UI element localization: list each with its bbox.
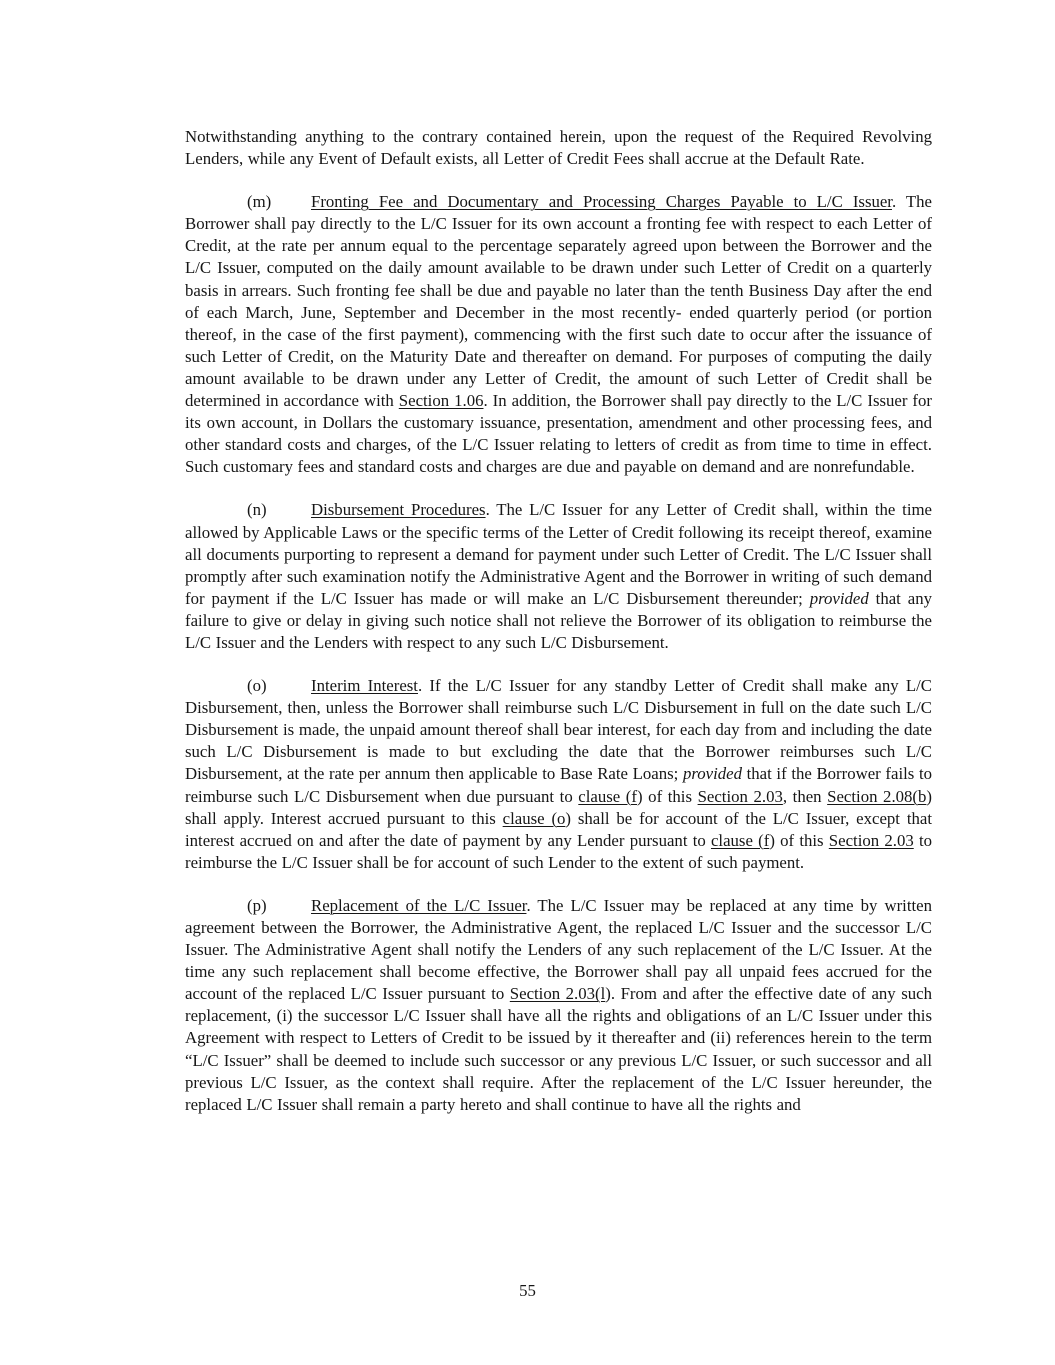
paragraph-m (185, 191, 932, 478)
underlined-text: Interim Interest (311, 676, 418, 696)
paragraph-text (185, 127, 932, 168)
text-run: that any failure to give or delay in giving such notice shall not relieve the Borrower of its obligation to reimburse the L/C Issuer and the Lenders with respect to any such L/C Disbursement. (185, 588, 932, 652)
italic-text: provided (682, 764, 742, 784)
text-run: ) shall be for account of the L/C Issuer, except that interest accrued on and after the date of payment by any Lender pursuant to (185, 808, 932, 850)
text-run: . In addition, the Borrower shall pay directly to the L/C Issuer for its own account, in Dollars the customary issuance, presentation, amendment and other processing fees, and other standard costs and charges, of the L/C Issuer relating to letters of credit as from time to time in effect. Such customary fees and standard costs and charges are due and payable on demand and are nonrefundable. (185, 391, 932, 477)
underlined-text: Section 1.06 (398, 391, 484, 411)
underlined-text: Section 2.08(b (827, 786, 927, 806)
paragraph-n (185, 499, 932, 654)
underlined-text: Replacement of the L/C Issuer (311, 895, 527, 915)
text-run: Notwithstanding anything to the contrary contained herein, upon the request of the Required Revolving Lenders, while any Event of Default exists, all Letter of Credit Fees shall accrue at the Default Rate. (185, 127, 932, 169)
text-run: ) shall apply. Interest accrued pursuant to this (185, 786, 933, 828)
paragraph-label: (m) (247, 192, 272, 212)
text-run: ). From and after the effective date of any such replacement, (i) the successor L/C Issuer shall have all the rights and obligations of an L/C Issuer under this Agreement with respect to Letters of Credit to be issued by it thereafter and (ii) references herein to the term “L/C Issuer” shall be deemed to include such successor or any previous L/C Issuer, or such successor and all previous L/C Issuer, as the context shall require. After the replacement of the L/C Issuer hereunder, the replaced L/C Issuer shall remain a party hereto and shall continue to have all the rights and (185, 984, 932, 1114)
paragraph-text (185, 500, 932, 652)
paragraph-text (185, 192, 932, 476)
text-run: . If the L/C Issuer for any standby Letter of Credit shall make any L/C Disbursement, then, unless the Borrower shall reimburse such L/C Disbursement in full on the date such L/C Disbursement is made, the unpaid amount thereof shall bear interest, for each day from and including the date such L/C Disbursement is made to but excluding the date that the Borrower reimburses such L/C Disbursement, at the rate per annum then applicable to Base Rate Loans; (185, 676, 932, 784)
text-run: , then (782, 786, 828, 806)
text-run: . The Borrower shall pay directly to the L/C Issuer for its own account a fronting fee with respect to each Letter of Credit, at the rate per annum equal to the percentage separately agreed upon between the Borrower and the L/C Issuer, computed on the daily amount available to be drawn under such Letter of Credit on a quarterly basis in arrears. Such fronting fee shall be due and payable no later than the tenth Business Day after the end of each March, June, September and December in the most recently- ended quarterly period (or portion thereof, in the case of the first payment), commencing with the first such date to occur after the issuance of such Letter of Credit, on the Maturity Date and thereafter on demand. For purposes of computing the daily amount available to be drawn under any Letter of Credit, the amount of such Letter of Credit shall be determined in accordance with (185, 192, 932, 411)
underlined-text: Section 2.03 (828, 830, 914, 850)
paragraph-label: (o) (247, 676, 267, 696)
paragraph-o (185, 675, 932, 874)
page-content (185, 126, 932, 1116)
paragraph-label: (n) (247, 500, 267, 520)
paragraph-text (185, 676, 932, 872)
underlined-text: clause (o (502, 808, 566, 828)
underlined-text: clause (f (710, 830, 770, 850)
underlined-text: Disbursement Procedures (311, 500, 486, 520)
paragraph-text (185, 896, 932, 1114)
text-run: to reimburse the L/C Issuer shall be for account of such Lender to the extent of such payment. (185, 830, 933, 872)
text-run: that if the Borrower fails to reimburse such L/C Disbursement when due pursuant to (185, 764, 932, 806)
page-number: 55 (519, 1281, 536, 1300)
paragraph-label: (p) (247, 895, 267, 915)
text-run: . The L/C Issuer for any Letter of Credit shall, within the time allowed by Applicable Laws or the specific terms of the Letter of Credit following its receipt thereof, examine all documents purporting to represent a demand for payment under such Letter of Credit. The L/C Issuer shall promptly after such examination notify the Administrative Agent and the Borrower in writing of such demand for payment if the L/C Issuer has made or will make an L/C Disbursement thereunder; (185, 500, 932, 608)
underlined-text: Section 2.03 (697, 786, 783, 806)
paragraph-p (185, 895, 932, 1116)
text-run: . The L/C Issuer may be replaced at any time by written agreement between the Borrower, the Administrative Agent, the replaced L/C Issuer and the successor L/C Issuer. The Administrative Agent shall notify the Lenders of any such replacement of the L/C Issuer. At the time any such replacement shall become effective, the Borrower shall pay all unpaid fees accrued for the account of the replaced L/C Issuer pursuant to (185, 895, 932, 1004)
text-run: ) of this (637, 786, 698, 806)
underlined-text: clause (f (578, 786, 637, 806)
paragraph-intro (185, 126, 932, 170)
underlined-text: Fronting Fee and Documentary and Processing Charges Payable to L/C Issuer (311, 192, 892, 212)
text-run: ) of this (769, 830, 829, 850)
underlined-text: Section 2.03(l (509, 984, 606, 1004)
italic-text: provided (809, 588, 869, 608)
